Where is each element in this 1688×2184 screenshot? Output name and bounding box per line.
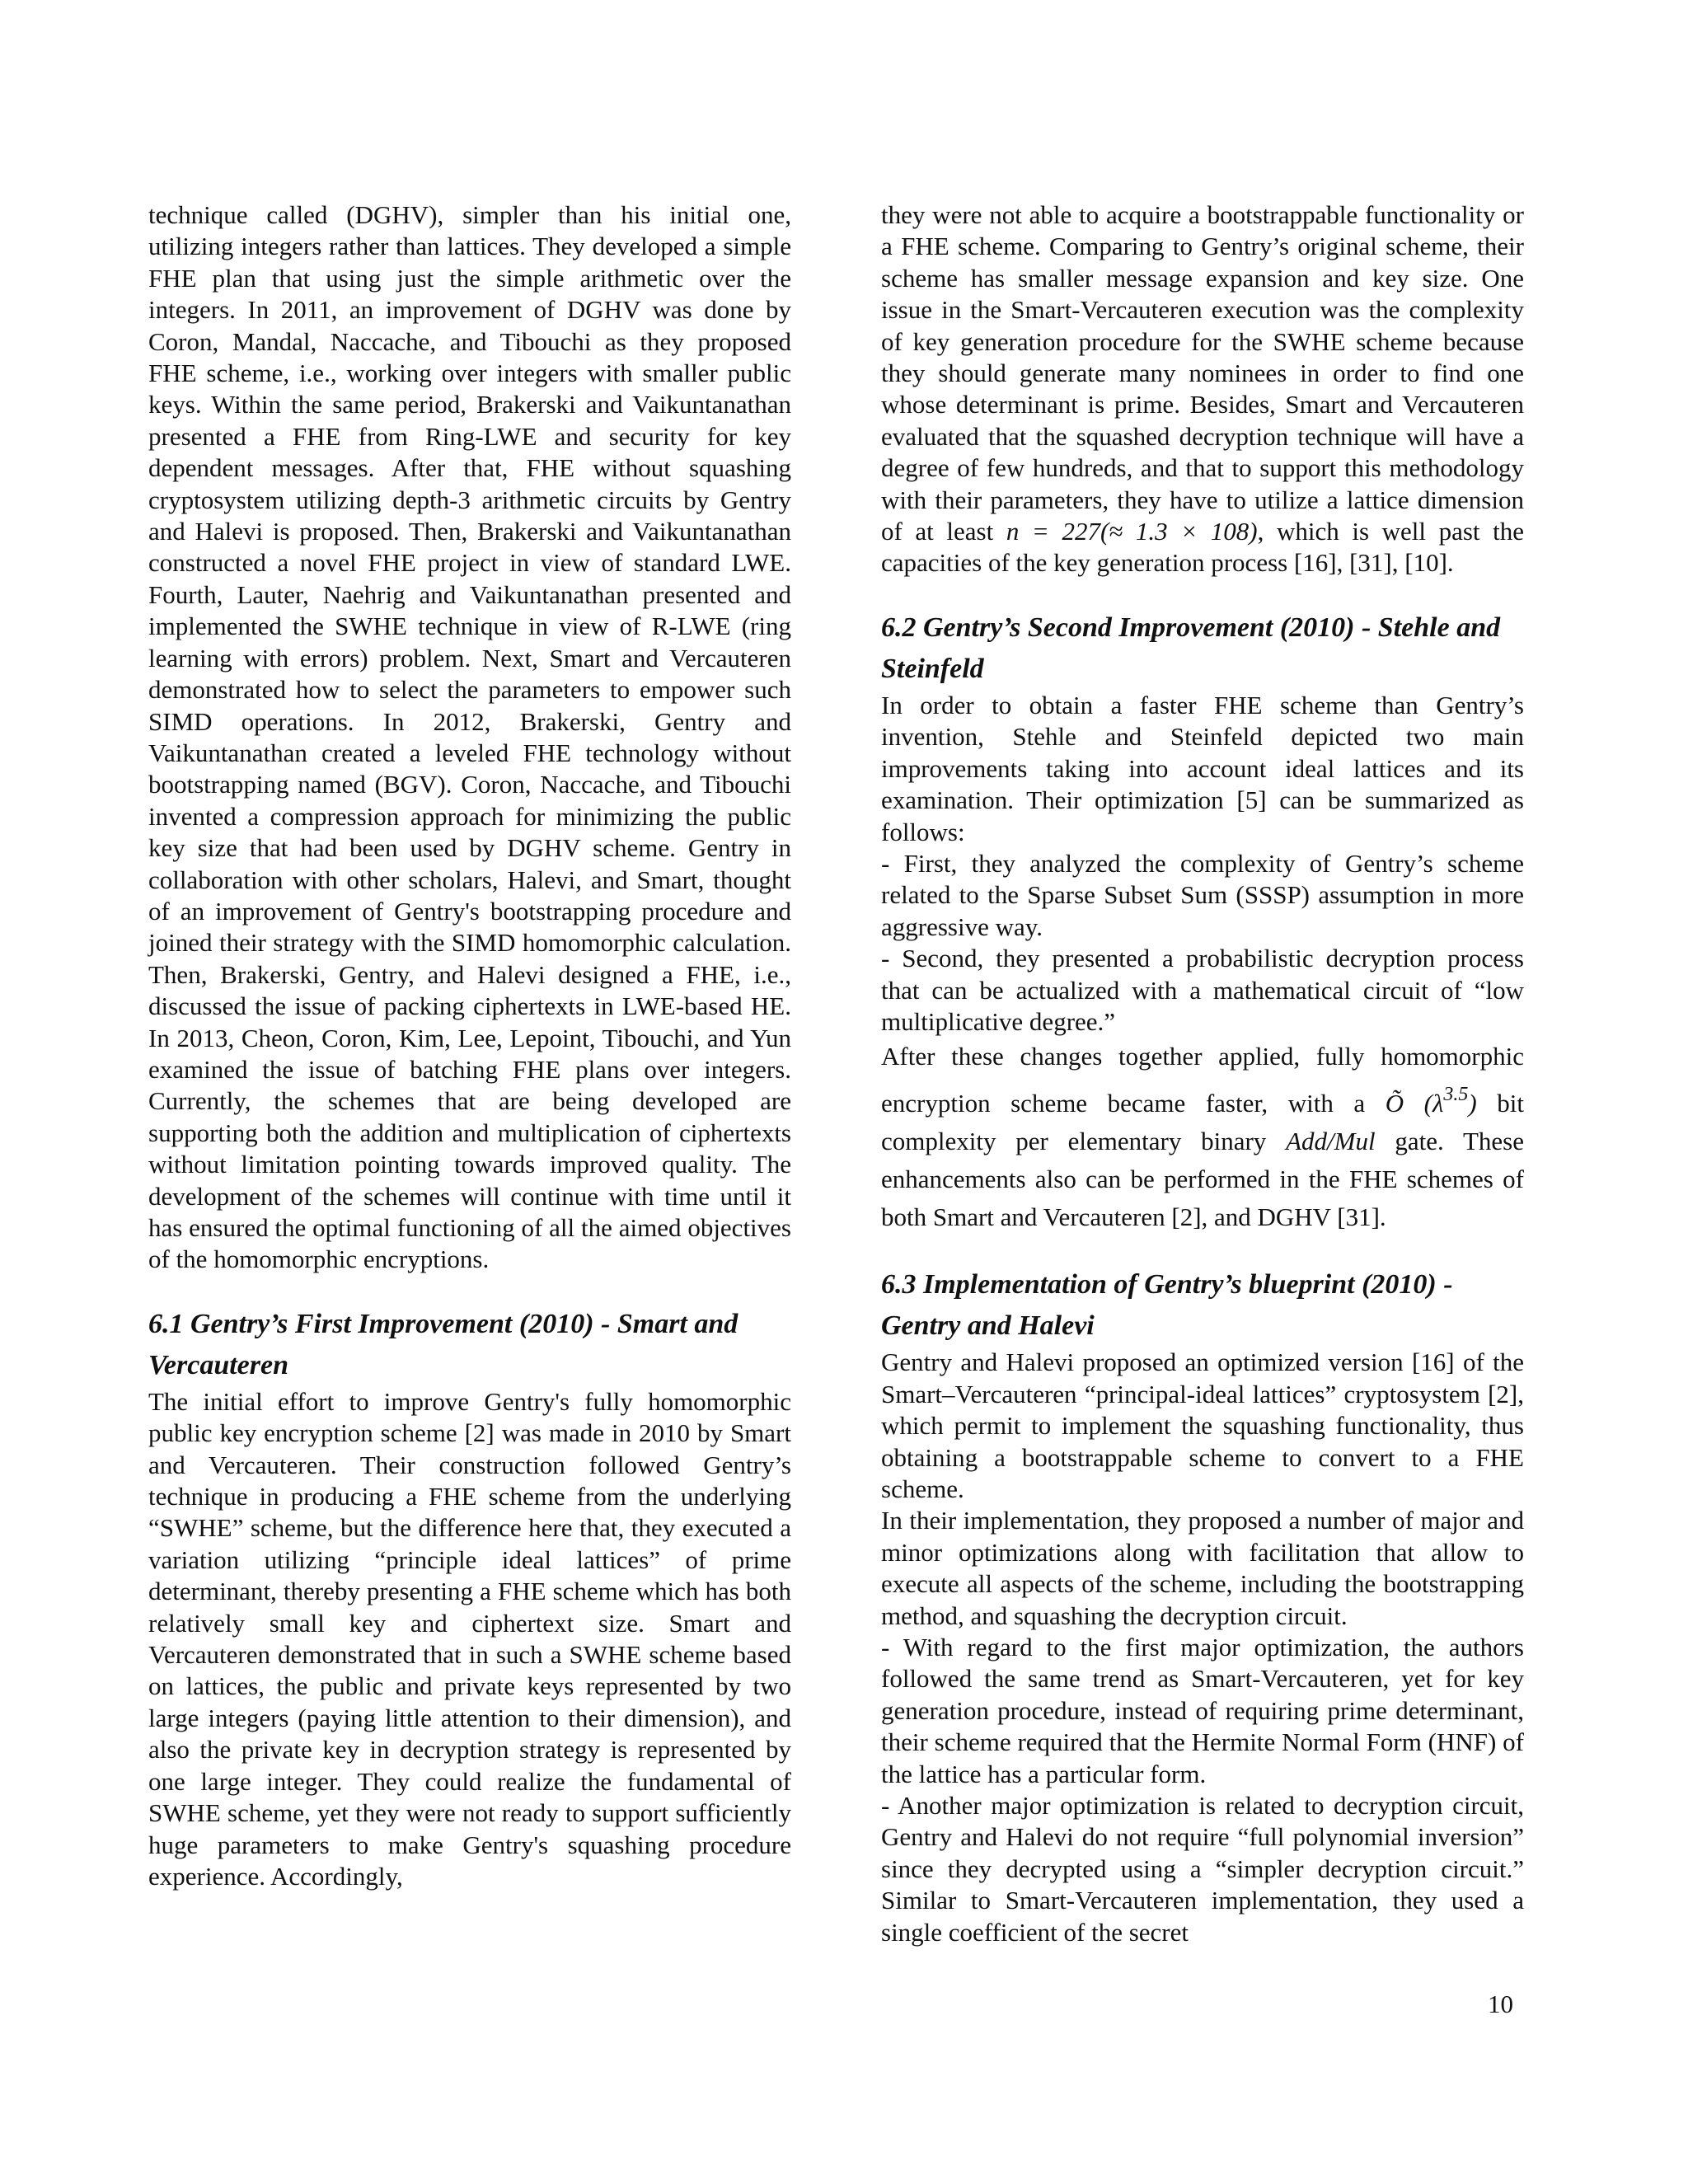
body-paragraph: In their implementation, they proposed a number of major and minor optimizations along with facilitation that allow to execute all aspects of the scheme, including the bootstrapping method, and squashing the decryption circuit. — [881, 1506, 1524, 1630]
paragraph-text: gate. These enhancements also can be performed in the FHE schemes of both Smart and Vercauteren [2], and DGHV [31]. — [881, 1127, 1525, 1232]
page-number: 10 — [1488, 1990, 1513, 2018]
right-column — [881, 199, 1524, 1948]
paragraph-text: After these changes together applied, fully homomorphic encryption scheme became faster, with a — [881, 1042, 1524, 1118]
formula-base: Õ (λ — [1385, 1089, 1444, 1118]
body-paragraph — [881, 1038, 1524, 1236]
body-paragraph: - With regard to the first major optimization, the authors followed the same trend as Smart-Vercauteren, yet for key generation procedure, instead of requiring prime determinant, their scheme required that the Hermite Normal Form (HNF) of the lattice has a particular form. — [881, 1633, 1524, 1788]
inline-operation: Add/Mul — [1286, 1127, 1376, 1156]
section-heading-6-3: 6.3 Implementation of Gentry’s blueprint (2010) - Gentry and Halevi — [881, 1269, 1453, 1342]
section-heading-6-2: 6.2 Gentry’s Second Improvement (2010) - Stehle and Steinfeld — [881, 612, 1501, 684]
section-heading-6-1: 6.1 Gentry’s First Improvement (2010) - Smart and Vercauteren — [148, 1308, 738, 1380]
body-paragraph: - Second, they presented a probabilistic decryption process that can be actualized with a mathematical circuit of “low multiplicative degree.” — [881, 944, 1524, 1036]
formula-exponent: 3.5 — [1443, 1084, 1469, 1106]
formula-close: ) — [1468, 1089, 1477, 1118]
paragraph-text: bit complexity per elementary binary — [881, 1089, 1524, 1156]
body-paragraph: - Another major optimization is related to decryption circuit, Gentry and Halevi do not require “full polynomial inversion” since they decrypted using a “simpler decryption circuit.” Similar to Smart-Vercauteren implementation, they used a single coefficient of the secret — [881, 1791, 1524, 1947]
left-column — [148, 199, 791, 1892]
paragraph-text: they were not able to acquire a bootstrappable functionality or a FHE scheme. Comparing to Gentry’s original scheme, their scheme has smaller message expansion and key size. One issue in the Smart-Vercauteren execution was the complexity of key generation procedure for the SWHE scheme because they should generate many nominees in order to find one whose determinant is prime. Besides, Smart and Vercauteren evaluated that the squashed decryption technique will have a degree of few hundreds, and that to support this methodology with their parameters, they have to utilize a lattice dimension of at least — [881, 200, 1524, 546]
inline-math: n = 227(≈ 1.3 × 108) — [1006, 517, 1258, 546]
body-paragraph: The initial effort to improve Gentry's fully homomorphic public key encryption scheme [2] was made in 2010 by Smart and Vercauteren. Their construction followed Gentry’s technique in producing a FHE scheme from the underlying “SWHE” scheme, but the difference here that, they executed a variation utilizing “principle ideal lattices” of prime determinant, thereby presenting a FHE scheme which has both relatively small key and ciphertext size. Smart and Vercauteren demonstrated that in such a SWHE scheme based on lattices, the public and private keys represented by two large integers (paying little attention to their dimension), and also the private key in decryption strategy is represented by one large integer. They could realize the fundamental of SWHE scheme, yet they were not ready to support sufficiently huge parameters to make Gentry's squashing procedure experience. Accordingly, — [148, 1386, 791, 1891]
paragraph-text: , which is well past the capacities of the key generation process [16], [31], [10]. — [881, 517, 1524, 578]
body-paragraph: - First, they analyzed the complexity of Gentry’s scheme related to the Sparse Subset Sum (SSSP) assumption in more aggressive way. — [881, 848, 1524, 941]
body-paragraph — [881, 199, 1524, 579]
body-paragraph: In order to obtain a faster FHE scheme than Gentry’s invention, Stehle and Steinfeld depicted two main improvements taking into account ideal lattices and its examination. Their optimization [5] can be summarized as follows: — [881, 690, 1524, 846]
body-paragraph: technique called (DGHV), simpler than his initial one, utilizing integers rather than lattices. They developed a simple FHE plan that using just the simple arithmetic over the integers. In 2011, an improvement of DGHV was done by Coron, Mandal, Naccache, and Tibouchi as they proposed FHE scheme, i.e., working over integers with smaller public keys. Within the same period, Brakerski and Vaikuntanathan presented a FHE from Ring-LWE and security for key dependent messages. After that, FHE without squashing cryptosystem utilizing depth-3 arithmetic circuits by Gentry and Halevi is proposed. Then, Brakerski and Vaikuntanathan constructed a novel FHE project in view of standard LWE. Fourth, Lauter, Naehrig and Vaikuntanathan presented and implemented the SWHE technique in view of R-LWE (ring learning with errors) problem. Next, Smart and Vercauteren demonstrated how to select the parameters to empower such SIMD operations. In 2012, Brakerski, Gentry and Vaikuntanathan created a leveled FHE technology without bootstrapping named (BGV). Coron, Naccache, and Tibouchi invented a compression approach for minimizing the public key size that had been used by DGHV scheme. Gentry in collaboration with other scholars, Halevi, and Smart, thought of an improvement of Gentry's bootstrapping procedure and joined their strategy with the SIMD homomorphic calculation. Then, Brakerski, Gentry, and Halevi designed a FHE, i.e., discussed the issue of packing ciphertexts in LWE-based HE. In 2013, Cheon, Coron, Kim, Lee, Lepoint, Tibouchi, and Yun examined the issue of batching FHE plans over integers. Currently, the schemes that are being developed are supporting both the addition and multiplication of ciphertexts without limitation pointing towards improved quality. The development of the schemes will continue with time until it has ensured the optimal functioning of all the aimed objectives of the homomorphic encryptions. — [148, 200, 791, 1274]
complexity-formula — [1385, 1084, 1477, 1118]
body-paragraph: Gentry and Halevi proposed an optimized version [16] of the Smart–Vercauteren “principal-ideal lattices” cryptosystem [2], which permit to implement the squashing functionality, thus obtaining a bootstrappable scheme to convert to a FHE scheme. — [881, 1347, 1524, 1503]
